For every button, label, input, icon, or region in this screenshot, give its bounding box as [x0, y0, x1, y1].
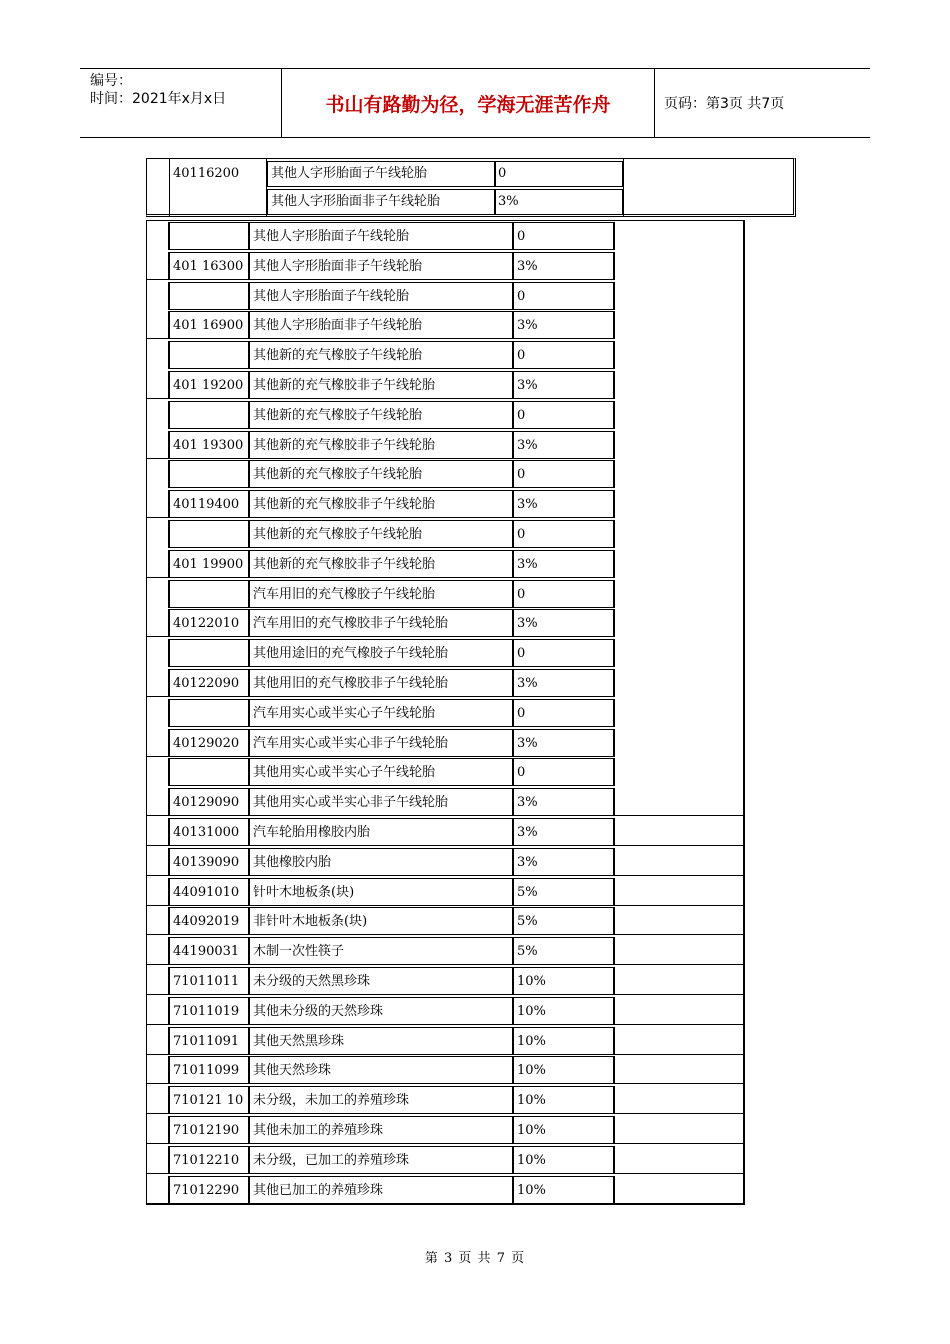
code-cell: 401 16900: [169, 311, 249, 339]
description-cell: 其他新的充气橡胶子午线轮胎: [249, 460, 513, 488]
rate-cell: 10%: [513, 1086, 614, 1114]
header-meta: [80, 69, 282, 137]
row-extra-cell: [614, 311, 744, 339]
row-spacer-cell: [147, 699, 169, 727]
row-extra-cell: [614, 371, 744, 399]
row-spacer-cell: [147, 341, 169, 369]
table-spacer-cell: [147, 159, 170, 216]
table-row: [147, 1086, 744, 1116]
page-header: [80, 68, 870, 138]
page-footer: 第 3 页 共 7 页: [424, 1251, 526, 1266]
row-spacer-cell: [147, 848, 169, 876]
table-row: [147, 729, 744, 759]
description-cell: 未分级的天然黑珍珠: [249, 967, 513, 995]
row-spacer-cell: [147, 609, 169, 637]
row-spacer-cell: [147, 1176, 169, 1204]
row-spacer-cell: [147, 311, 169, 339]
rate-cell: 0: [513, 699, 614, 727]
row-extra-cell: [614, 252, 744, 280]
rate-cell: 0: [513, 222, 614, 250]
description-cell: 其他天然珍珠: [249, 1056, 513, 1084]
description-cell: 木制一次性筷子: [249, 937, 513, 965]
rate-cell: 10%: [513, 997, 614, 1025]
row-spacer-cell: [147, 997, 169, 1025]
row-extra-cell: [614, 907, 744, 935]
rate-cell: 3%: [513, 490, 614, 518]
code-cell: [169, 520, 249, 548]
rate-cell: 3%: [513, 818, 614, 846]
row-extra-cell: [614, 1056, 744, 1084]
row-extra-cell: [614, 848, 744, 876]
row-extra-cell: [614, 550, 744, 578]
row-extra-cell: [614, 609, 744, 637]
code-cell: [169, 341, 249, 369]
row-spacer-cell: [147, 729, 169, 757]
row-extra-cell: [614, 818, 744, 846]
rate-cell: 3%: [513, 371, 614, 399]
rate-cell: 3%: [513, 550, 614, 578]
rate-cell: 3%: [513, 252, 614, 280]
table-row: [147, 878, 744, 908]
row-spacer-cell: [147, 222, 169, 250]
description-cell: 未分级，已加工的养殖珍珠: [249, 1146, 513, 1174]
row-extra-cell: [614, 729, 744, 757]
description-cell: 非针叶木地板条(块): [249, 907, 513, 935]
description-cell: 其他橡胶内胎: [249, 848, 513, 876]
rate-cell: 0: [513, 639, 614, 667]
rate-cell: 3%: [513, 311, 614, 339]
row-spacer-cell: [147, 758, 169, 786]
rate-cell: 5%: [513, 878, 614, 906]
code-cell: [169, 699, 249, 727]
row-spacer-cell: [147, 490, 169, 518]
row-spacer-cell: [147, 1116, 169, 1144]
document-number-label: 编号：: [90, 73, 132, 89]
row-spacer-cell: [147, 520, 169, 548]
description-cell: 其他人字形胎面非子午线轮胎: [249, 311, 513, 339]
row-extra-cell: [614, 937, 744, 965]
row-extra-cell: [614, 788, 744, 816]
rate-cell: 3%: [513, 729, 614, 757]
rate-cell: 0: [513, 401, 614, 429]
code-cell: 40139090: [169, 848, 249, 876]
table-row: [147, 1176, 744, 1206]
row-spacer-cell: [147, 1056, 169, 1084]
row-extra-cell: [614, 431, 744, 459]
table-row: [147, 1116, 744, 1146]
description-cell: 其他新的充气橡胶子午线轮胎: [249, 341, 513, 369]
table-rate-cell: 0: [495, 161, 623, 187]
row-extra-cell: [614, 460, 744, 488]
code-cell: 401 16300: [169, 252, 249, 280]
row-extra-cell: [614, 1146, 744, 1174]
header-motto: 书山有路勤为径，学海无涯苦作舟: [282, 69, 655, 137]
row-extra-cell: [614, 1086, 744, 1114]
table-row: [147, 639, 744, 669]
rate-cell: 10%: [513, 1056, 614, 1084]
row-spacer-cell: [147, 431, 169, 459]
table-row: [147, 401, 744, 431]
table-row: [147, 848, 744, 878]
description-cell: 汽车轮胎用橡胶内胎: [249, 818, 513, 846]
description-cell: 其他用旧的充气橡胶非子午线轮胎: [249, 669, 513, 697]
rate-cell: 10%: [513, 1116, 614, 1144]
table-row: [147, 758, 744, 788]
row-extra-cell: [614, 222, 744, 250]
row-spacer-cell: [147, 967, 169, 995]
code-cell: 401 19900: [169, 550, 249, 578]
rate-cell: 0: [513, 758, 614, 786]
row-extra-cell: [614, 699, 744, 727]
row-extra-cell: [614, 341, 744, 369]
code-cell: 401 19200: [169, 371, 249, 399]
code-cell: 40122090: [169, 669, 249, 697]
code-cell: 40119400: [169, 490, 249, 518]
row-extra-cell: [614, 401, 744, 429]
description-cell: 其他新的充气橡胶非子午线轮胎: [249, 550, 513, 578]
code-cell: 710121 10: [169, 1086, 249, 1114]
row-spacer-cell: [147, 460, 169, 488]
description-cell: 其他天然黑珍珠: [249, 1027, 513, 1055]
code-cell: 71012190: [169, 1116, 249, 1144]
row-extra-cell: [614, 1116, 744, 1144]
code-cell: [169, 460, 249, 488]
table-row: [147, 282, 744, 312]
table-row: [147, 431, 744, 461]
row-spacer-cell: [147, 282, 169, 310]
code-cell: 71012290: [169, 1176, 249, 1204]
table-row: [147, 222, 744, 252]
description-cell: 其他人字形胎面子午线轮胎: [249, 282, 513, 310]
description-cell: 汽车用旧的充气橡胶子午线轮胎: [249, 580, 513, 608]
table-row: [147, 252, 744, 282]
row-spacer-cell: [147, 1027, 169, 1055]
table-row: [147, 997, 744, 1027]
row-spacer-cell: [147, 639, 169, 667]
code-cell: 44190031: [169, 937, 249, 965]
header-page-info: 页码：第3页 共7页: [664, 96, 785, 112]
rate-cell: 10%: [513, 1146, 614, 1174]
rate-cell: 3%: [513, 848, 614, 876]
row-spacer-cell: [147, 580, 169, 608]
row-extra-cell: [614, 878, 744, 906]
code-cell: 71011091: [169, 1027, 249, 1055]
tariff-table-top: [146, 158, 796, 217]
table-row: [147, 609, 744, 639]
row-spacer-cell: [147, 818, 169, 846]
description-cell: 其他新的充气橡胶非子午线轮胎: [249, 431, 513, 459]
row-spacer-cell: [147, 252, 169, 280]
row-spacer-cell: [147, 788, 169, 816]
code-cell: 71011011: [169, 967, 249, 995]
row-extra-cell: [614, 1176, 744, 1204]
table-row: [147, 520, 744, 550]
table-row: [147, 907, 744, 937]
rate-cell: 10%: [513, 1027, 614, 1055]
document-time-label: 时间：2021年x月x日: [90, 91, 227, 107]
table-row: [147, 371, 744, 401]
description-cell: 其他人字形胎面子午线轮胎: [249, 222, 513, 250]
rate-cell: 0: [513, 460, 614, 488]
code-cell: [169, 222, 249, 250]
table-desc-cell: 其他人字形胎面子午线轮胎: [267, 161, 495, 187]
row-extra-cell: [614, 520, 744, 548]
code-cell: 71012210: [169, 1146, 249, 1174]
description-cell: 其他用实心或半实心非子午线轮胎: [249, 788, 513, 816]
row-spacer-cell: [147, 371, 169, 399]
table-row: [147, 967, 744, 997]
description-cell: 其他新的充气橡胶非子午线轮胎: [249, 371, 513, 399]
table-row: [147, 1027, 744, 1057]
code-cell: 71011019: [169, 997, 249, 1025]
row-spacer-cell: [147, 550, 169, 578]
row-spacer-cell: [147, 669, 169, 697]
rate-cell: 0: [513, 341, 614, 369]
code-cell: [169, 401, 249, 429]
description-cell: 其他用实心或半实心子午线轮胎: [249, 758, 513, 786]
description-cell: 其他新的充气橡胶非子午线轮胎: [249, 490, 513, 518]
row-extra-cell: [614, 282, 744, 310]
table-row: [147, 311, 744, 341]
code-cell: 40129020: [169, 729, 249, 757]
table-row: [147, 580, 744, 610]
code-cell: [169, 282, 249, 310]
table-row: [147, 669, 744, 699]
row-extra-cell: [614, 967, 744, 995]
description-cell: 其他新的充气橡胶子午线轮胎: [249, 401, 513, 429]
table-row: [147, 1146, 744, 1176]
description-cell: 其他人字形胎面非子午线轮胎: [249, 252, 513, 280]
table-row: [147, 460, 744, 490]
row-extra-cell: [614, 639, 744, 667]
description-cell: 其他已加工的养殖珍珠: [249, 1176, 513, 1204]
description-cell: 未分级，未加工的养殖珍珠: [249, 1086, 513, 1114]
rate-cell: 0: [513, 282, 614, 310]
table-row: [147, 937, 744, 967]
row-extra-cell: [614, 1027, 744, 1055]
description-cell: 汽车用实心或半实心非子午线轮胎: [249, 729, 513, 757]
rate-cell: 0: [513, 520, 614, 548]
row-extra-cell: [614, 997, 744, 1025]
table-row: [147, 818, 744, 848]
tariff-table-main: [146, 220, 745, 1205]
row-spacer-cell: [147, 1146, 169, 1174]
table-row: [147, 341, 744, 371]
table-row: [147, 550, 744, 580]
rate-cell: 10%: [513, 967, 614, 995]
code-cell: 44091010: [169, 878, 249, 906]
description-cell: 汽车用旧的充气橡胶非子午线轮胎: [249, 609, 513, 637]
row-spacer-cell: [147, 1086, 169, 1114]
description-cell: 其他未加工的养殖珍珠: [249, 1116, 513, 1144]
table-row: [147, 1056, 744, 1086]
code-cell: 71011099: [169, 1056, 249, 1084]
code-cell: 40129090: [169, 788, 249, 816]
table-row: [147, 788, 744, 818]
row-spacer-cell: [147, 907, 169, 935]
table-divider: [623, 159, 625, 216]
description-cell: 其他用途旧的充气橡胶子午线轮胎: [249, 639, 513, 667]
table-row: [147, 490, 744, 520]
rate-cell: 5%: [513, 907, 614, 935]
rate-cell: 10%: [513, 1176, 614, 1204]
description-cell: 针叶木地板条(块): [249, 878, 513, 906]
rate-cell: 3%: [513, 669, 614, 697]
description-cell: 其他新的充气橡胶子午线轮胎: [249, 520, 513, 548]
code-cell: [169, 639, 249, 667]
code-cell: [169, 758, 249, 786]
rate-cell: 5%: [513, 937, 614, 965]
row-extra-cell: [614, 758, 744, 786]
table-rate-cell: 3%: [495, 189, 623, 215]
row-extra-cell: [614, 580, 744, 608]
row-spacer-cell: [147, 401, 169, 429]
code-cell: [169, 580, 249, 608]
code-cell: 40131000: [169, 818, 249, 846]
row-extra-cell: [614, 669, 744, 697]
rate-cell: 0: [513, 580, 614, 608]
code-cell: 401 19300: [169, 431, 249, 459]
code-cell: 40122010: [169, 609, 249, 637]
code-cell: 44092019: [169, 907, 249, 935]
table-desc-cell: 其他人字形胎面非子午线轮胎: [267, 189, 495, 215]
table-code-cell: 40116200: [170, 159, 267, 216]
row-spacer-cell: [147, 937, 169, 965]
rate-cell: 3%: [513, 431, 614, 459]
description-cell: 汽车用实心或半实心子午线轮胎: [249, 699, 513, 727]
rate-cell: 3%: [513, 609, 614, 637]
rate-cell: 3%: [513, 788, 614, 816]
table-row: [147, 699, 744, 729]
row-spacer-cell: [147, 878, 169, 906]
row-extra-cell: [614, 490, 744, 518]
description-cell: 其他未分级的天然珍珠: [249, 997, 513, 1025]
